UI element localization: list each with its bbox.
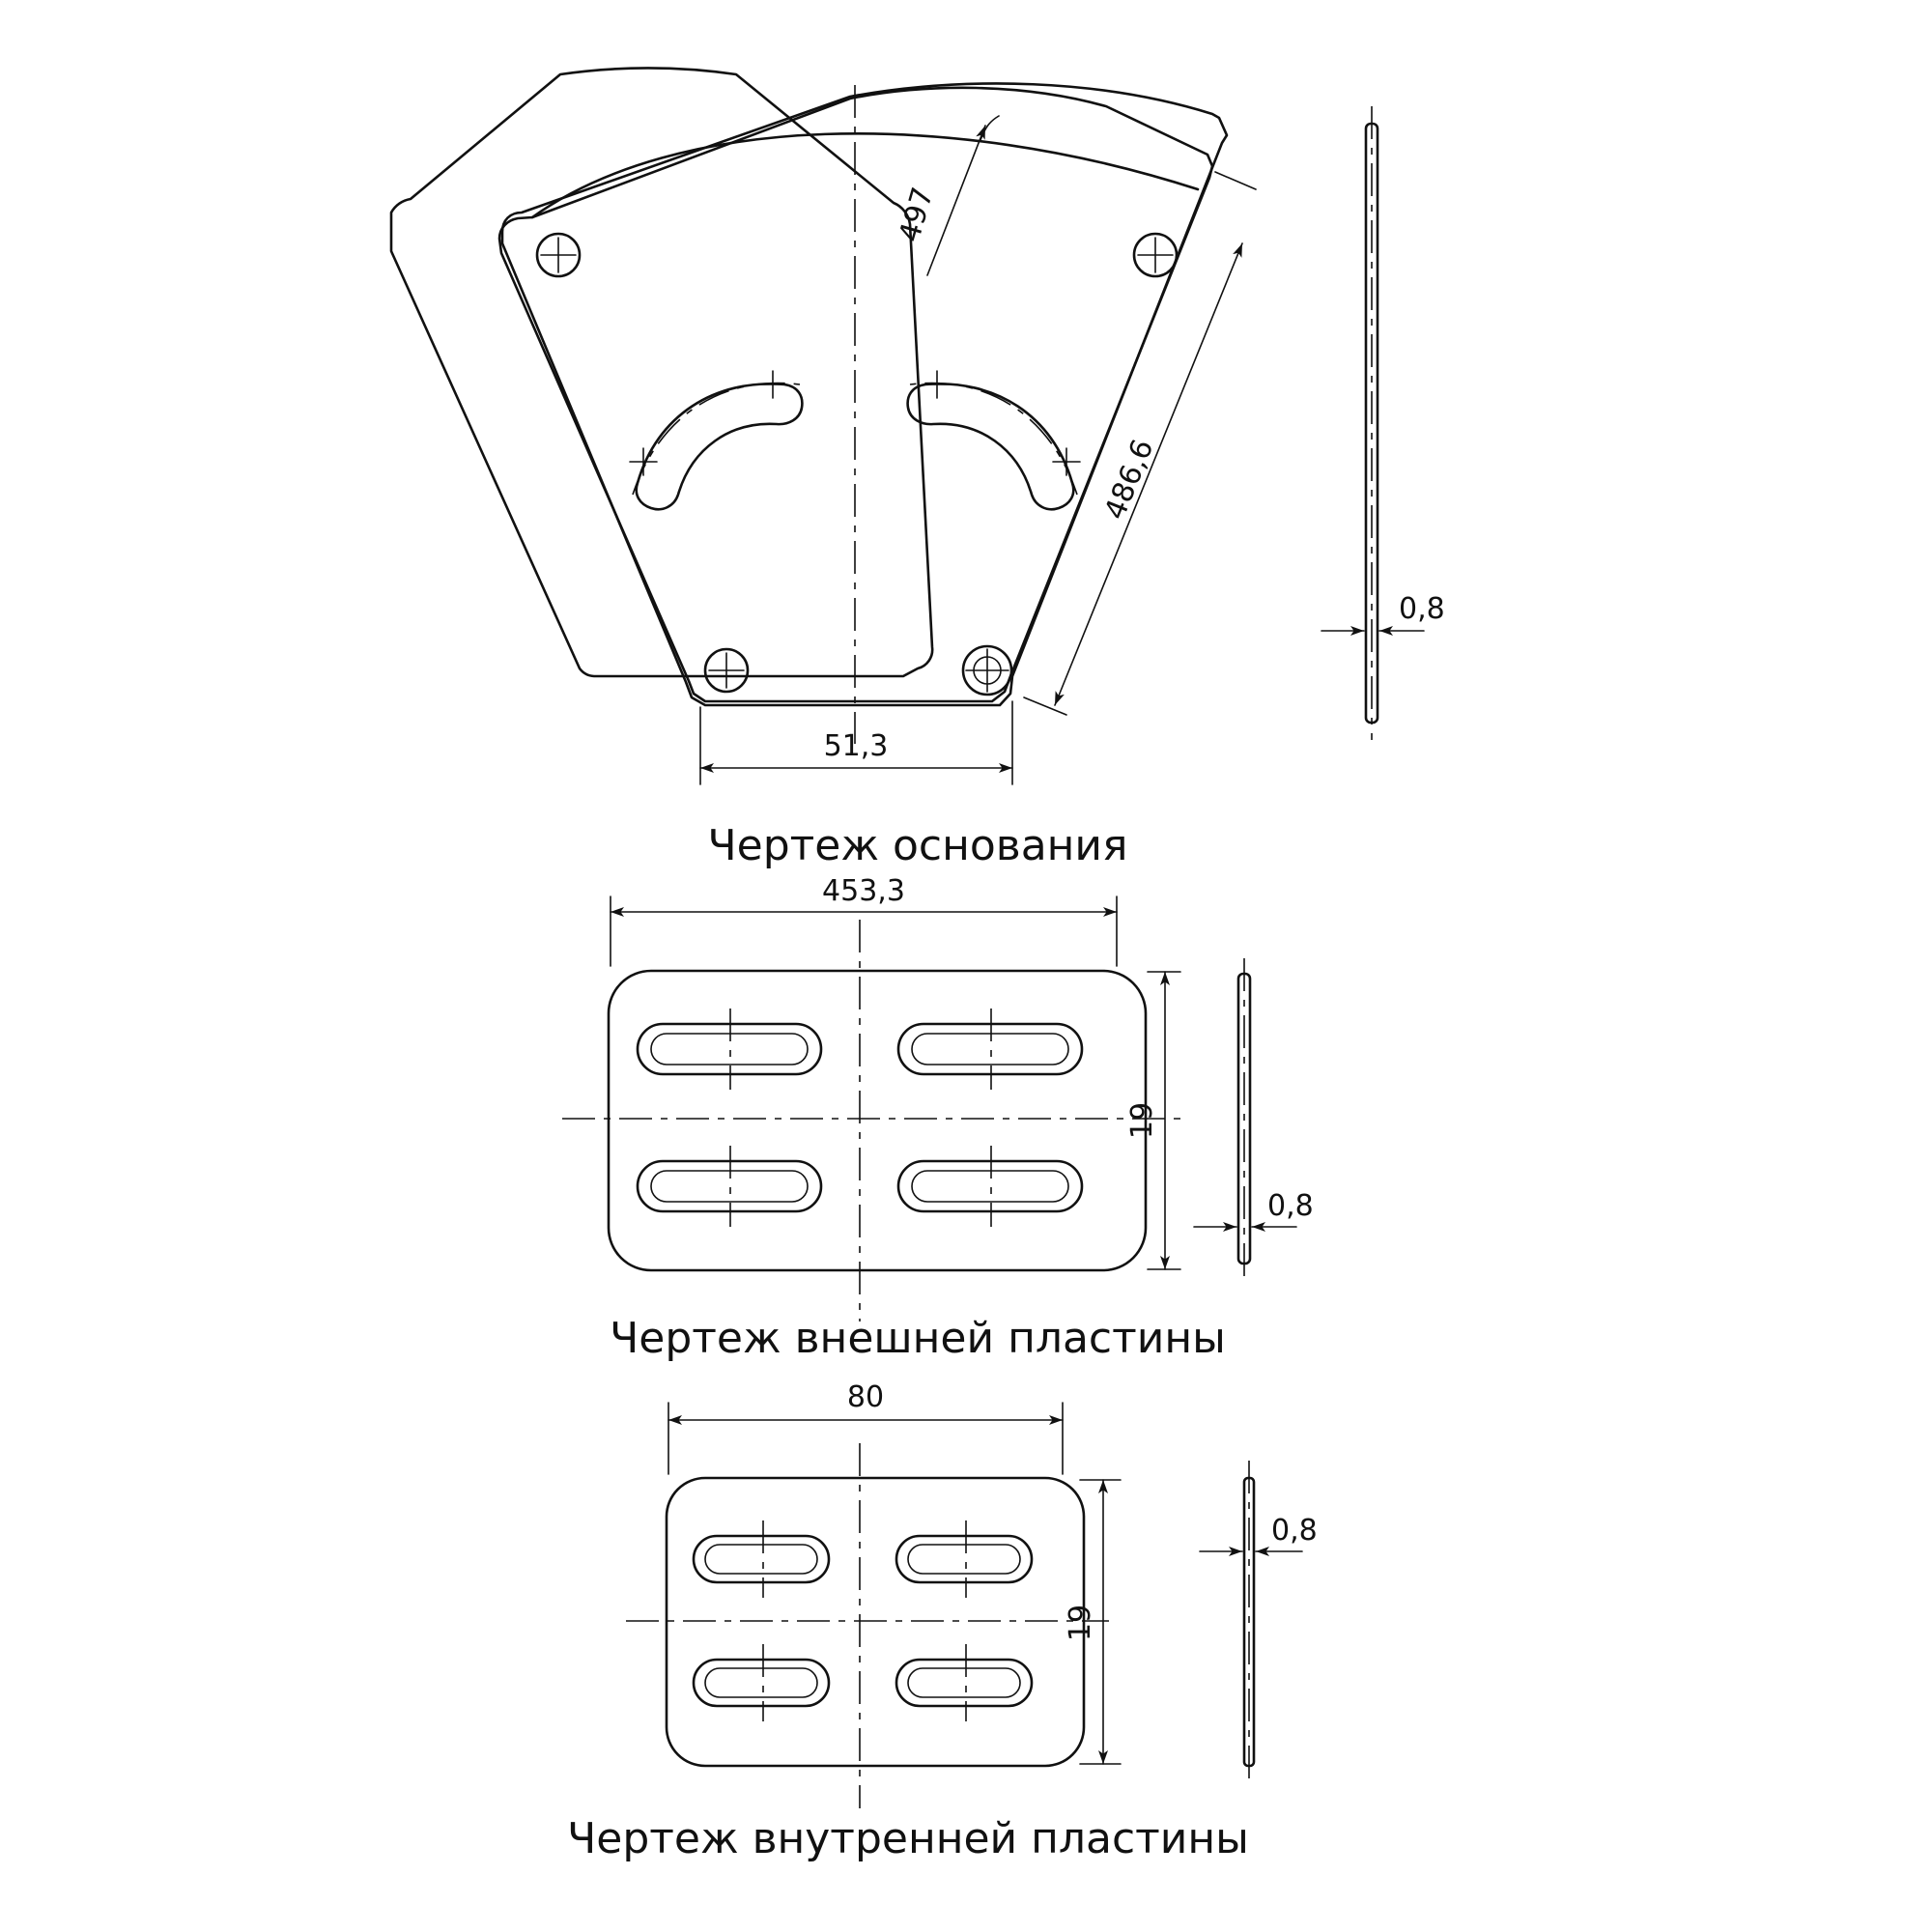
base-hole-bottom-right <box>963 646 1011 695</box>
dim-outer-thickness <box>1194 1189 1314 1227</box>
caption-base: Чертеж основания <box>707 821 1128 870</box>
base-outline <box>391 68 932 676</box>
outer-slot-bottom-left <box>638 1146 821 1227</box>
dim-base-thickness <box>1321 592 1445 638</box>
view-inner-plate <box>567 1380 1318 1863</box>
base-hole-top-right <box>1134 234 1177 276</box>
dim-outer-height <box>1125 972 1180 1269</box>
dim-base-bottom <box>700 701 1012 784</box>
base-slot-left <box>630 371 802 509</box>
dim-base-bottom-text: 51,3 <box>823 729 889 763</box>
dim-base-side-text: 486,6 <box>1097 435 1161 525</box>
base-hole-bottom-left <box>705 649 748 692</box>
inner-plate-edge-view <box>1200 1461 1318 1781</box>
outer-slot-top-left <box>638 1009 821 1090</box>
outer-plate-edge-view <box>1194 958 1314 1279</box>
outer-slot-top-right <box>898 1009 1082 1090</box>
inner-slot-bottom-right <box>896 1644 1032 1721</box>
dim-inner-thickness-text: 0,8 <box>1271 1514 1318 1548</box>
dim-outer-thickness-text: 0,8 <box>1267 1189 1314 1223</box>
caption-outer: Чертеж внешней пластины <box>610 1314 1226 1363</box>
inner-slot-bottom-left <box>694 1644 829 1721</box>
dim-inner-width <box>668 1380 1063 1474</box>
base-slot-right <box>908 371 1080 509</box>
dim-base-side <box>1024 172 1256 715</box>
view-outer-plate <box>562 874 1314 1363</box>
dim-inner-height <box>1064 1480 1121 1764</box>
dim-inner-thickness <box>1200 1514 1318 1551</box>
base-profile <box>502 83 1227 705</box>
inner-slot-top-left <box>694 1520 829 1598</box>
caption-inner: Чертеж внутренней пластины <box>567 1814 1249 1863</box>
dim-base-r497-text: 497 <box>893 184 941 246</box>
dim-inner-height-text: 19 <box>1064 1604 1097 1642</box>
outer-slot-bottom-right <box>898 1146 1082 1227</box>
dim-outer-width-text: 453,3 <box>822 874 905 908</box>
base-edge-view <box>1321 106 1445 740</box>
dim-outer-height-text: 19 <box>1125 1101 1159 1140</box>
base-body <box>499 88 1212 701</box>
base-hole-top-left <box>537 234 580 276</box>
dim-outer-width <box>611 874 1117 966</box>
dim-base-thickness-text: 0,8 <box>1399 592 1445 626</box>
dim-inner-width-text: 80 <box>846 1380 885 1414</box>
view-base <box>391 68 1445 870</box>
dim-base-r497 <box>893 116 999 275</box>
inner-slot-top-right <box>896 1520 1032 1598</box>
